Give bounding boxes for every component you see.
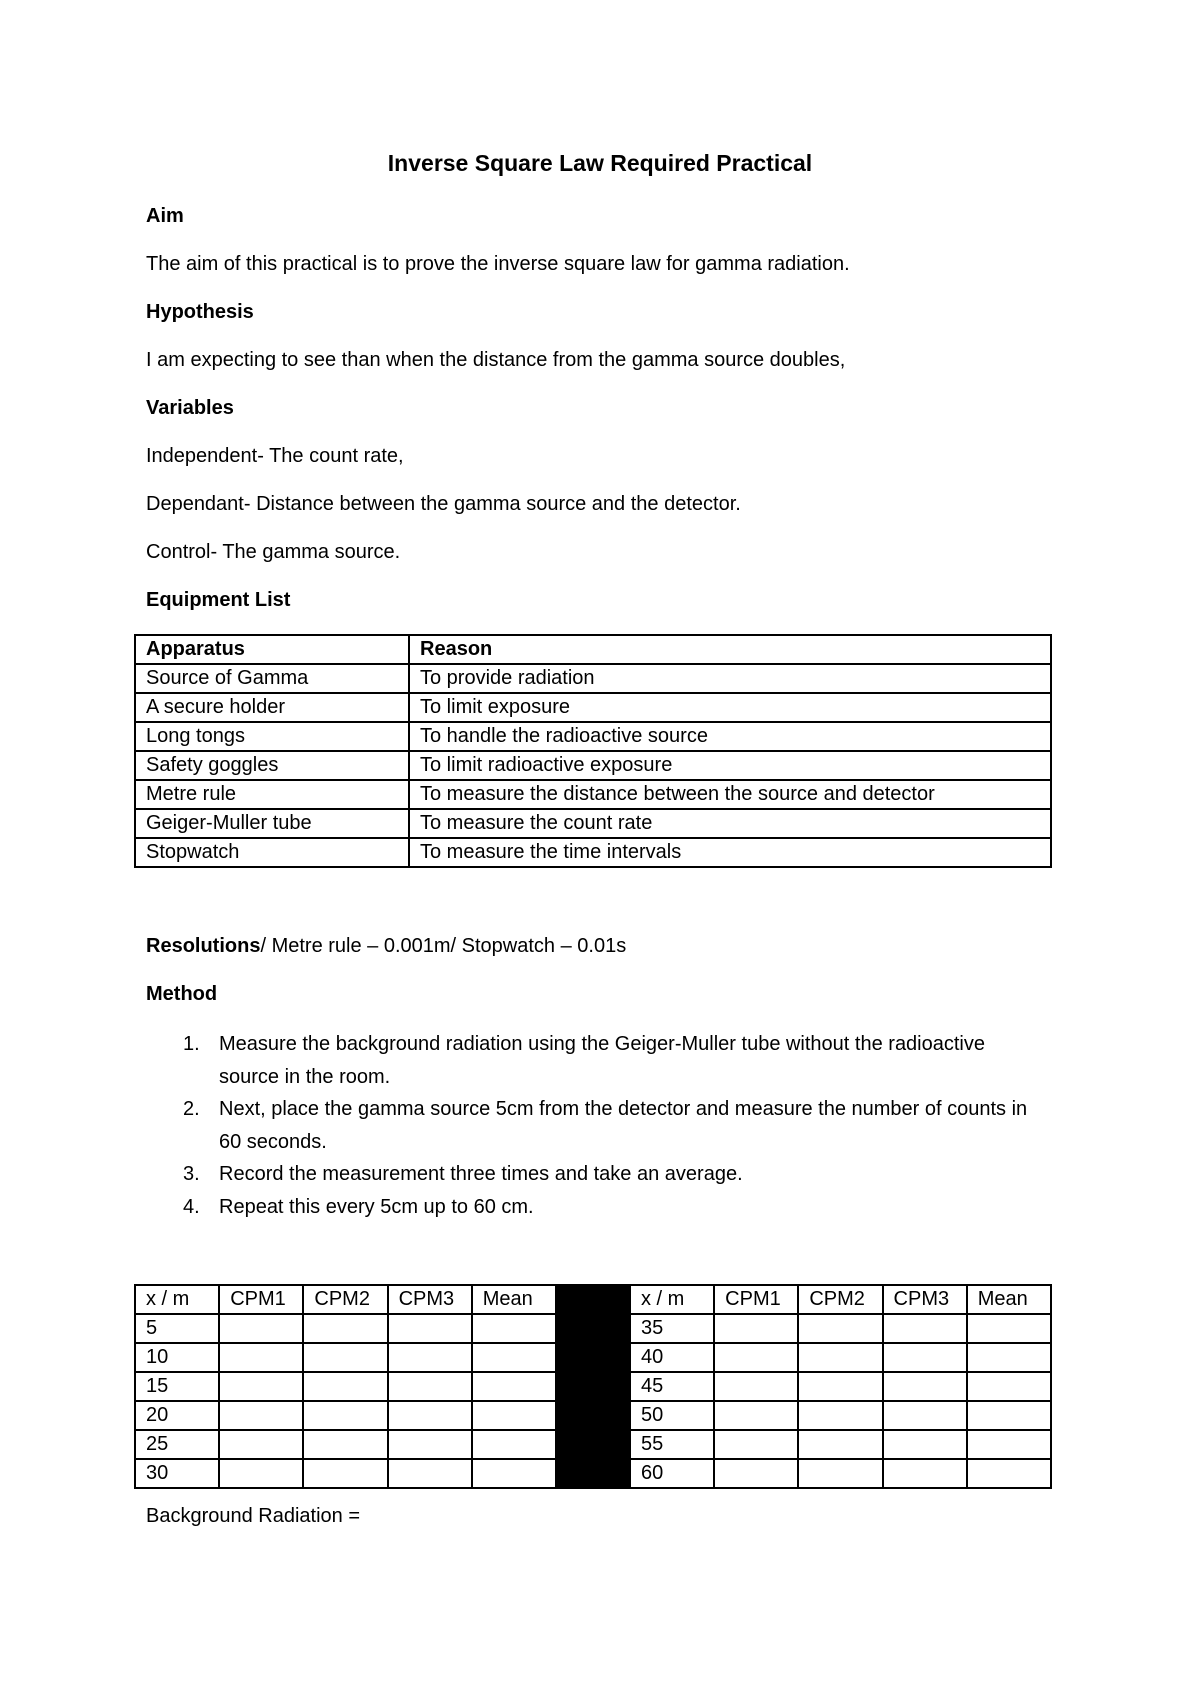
results-table	[134, 1284, 1052, 1489]
mean-cell	[967, 1401, 1051, 1430]
reason-cell: To measure the time intervals	[409, 838, 1051, 867]
cpm-cell	[219, 1459, 303, 1488]
table-row	[135, 809, 1051, 838]
cpm-cell	[798, 1314, 882, 1343]
cpm-cell	[388, 1430, 472, 1459]
cpm-cell	[798, 1343, 882, 1372]
cpm-cell	[714, 1372, 798, 1401]
method-step: 3. Record the measurement three times and take an average.	[183, 1163, 743, 1185]
mean-header: Mean	[472, 1285, 556, 1314]
x-cell: 50	[630, 1401, 714, 1430]
equipment-table	[134, 634, 1052, 868]
method-step-text: Next, place the gamma source 5cm from the detector and measure the number of counts in 60 seconds.	[219, 1098, 1028, 1153]
table-header-row	[135, 1285, 1051, 1314]
apparatus-cell: A secure holder	[135, 693, 409, 722]
control-variable: Control- The gamma source.	[146, 541, 401, 563]
apparatus-cell: Geiger-Muller tube	[135, 809, 409, 838]
aim-heading: Aim	[146, 205, 184, 227]
cpm-cell	[388, 1401, 472, 1430]
table-row	[135, 780, 1051, 809]
apparatus-cell: Metre rule	[135, 780, 409, 809]
table-header-row	[135, 635, 1051, 664]
x-cell: 25	[135, 1430, 219, 1459]
x-header: x / m	[630, 1285, 714, 1314]
cpm3-header: CPM3	[883, 1285, 967, 1314]
cpm-cell	[388, 1372, 472, 1401]
mean-cell	[472, 1430, 556, 1459]
x-cell: 40	[630, 1343, 714, 1372]
reason-cell: To provide radiation	[409, 664, 1051, 693]
page-title: Inverse Square Law Required Practical	[387, 150, 813, 176]
cpm1-header: CPM1	[714, 1285, 798, 1314]
cpm-cell	[883, 1459, 967, 1488]
cpm-cell	[714, 1343, 798, 1372]
cpm-cell	[798, 1372, 882, 1401]
x-cell: 30	[135, 1459, 219, 1488]
cpm-cell	[219, 1401, 303, 1430]
x-header: x / m	[135, 1285, 219, 1314]
mean-cell	[472, 1343, 556, 1372]
aim-text: The aim of this practical is to prove the inverse square law for gamma radiation.	[146, 253, 850, 275]
table-row	[135, 664, 1051, 693]
apparatus-cell: Safety goggles	[135, 751, 409, 780]
x-cell: 55	[630, 1430, 714, 1459]
cpm-cell	[714, 1430, 798, 1459]
cpm-cell	[303, 1430, 387, 1459]
reason-cell: To handle the radioactive source	[409, 722, 1051, 751]
mean-cell	[967, 1459, 1051, 1488]
x-cell: 60	[630, 1459, 714, 1488]
reason-cell: To limit exposure	[409, 693, 1051, 722]
cpm-cell	[388, 1314, 472, 1343]
cpm-cell	[303, 1314, 387, 1343]
cpm-cell	[798, 1430, 882, 1459]
apparatus-cell: Long tongs	[135, 722, 409, 751]
mean-cell	[967, 1314, 1051, 1343]
x-cell: 45	[630, 1372, 714, 1401]
method-step: 4. Repeat this every 5cm up to 60 cm.	[183, 1195, 534, 1218]
hypothesis-text: I am expecting to see than when the distance from the gamma source doubles,	[146, 349, 846, 371]
method-steps	[146, 1028, 1046, 1223]
cpm-cell	[798, 1459, 882, 1488]
cpm-cell	[883, 1314, 967, 1343]
cpm-cell	[219, 1430, 303, 1459]
cpm-cell	[883, 1401, 967, 1430]
table-row	[135, 693, 1051, 722]
cpm1-header: CPM1	[219, 1285, 303, 1314]
resolutions-label: Resolutions	[146, 935, 261, 957]
method-step-text: Measure the background radiation using the Geiger-Muller tube without the radioactive source in the room.	[219, 1033, 985, 1088]
variables-heading: Variables	[146, 397, 234, 419]
cpm-cell	[303, 1459, 387, 1488]
cpm-cell	[883, 1343, 967, 1372]
background-radiation-label: Background Radiation =	[146, 1505, 361, 1527]
cpm3-header: CPM3	[388, 1285, 472, 1314]
apparatus-cell: Source of Gamma	[135, 664, 409, 693]
apparatus-header: Apparatus	[135, 635, 409, 664]
apparatus-cell: Stopwatch	[135, 838, 409, 867]
cpm-cell	[883, 1372, 967, 1401]
mean-header: Mean	[967, 1285, 1051, 1314]
table-row	[135, 751, 1051, 780]
equipment-heading: Equipment List	[146, 589, 291, 611]
cpm-cell	[219, 1343, 303, 1372]
x-cell: 15	[135, 1372, 219, 1401]
table-row	[135, 722, 1051, 751]
table-separator-block	[556, 1285, 630, 1488]
mean-cell	[967, 1343, 1051, 1372]
cpm-cell	[219, 1372, 303, 1401]
method-step-text: Repeat this every 5cm up to 60 cm.	[219, 1195, 534, 1218]
x-cell: 10	[135, 1343, 219, 1372]
resolutions-line	[146, 934, 626, 958]
reason-header: Reason	[409, 635, 1051, 664]
reason-cell: To measure the count rate	[409, 809, 1051, 838]
mean-cell	[472, 1372, 556, 1401]
cpm-cell	[388, 1459, 472, 1488]
x-cell: 20	[135, 1401, 219, 1430]
reason-cell: To limit radioactive exposure	[409, 751, 1051, 780]
method-step: 2. Next, place the gamma source 5cm from the detector and measure the number of counts in 60 seconds.	[183, 1098, 1028, 1153]
cpm-cell	[883, 1430, 967, 1459]
cpm2-header: CPM2	[303, 1285, 387, 1314]
method-step: 1. Measure the background radiation using the Geiger-Muller tube without the radioactive source in the room.	[183, 1033, 985, 1088]
cpm2-header: CPM2	[798, 1285, 882, 1314]
cpm-cell	[303, 1401, 387, 1430]
cpm-cell	[303, 1372, 387, 1401]
independent-variable: Independent- The count rate,	[146, 445, 404, 467]
method-step-text: Record the measurement three times and take an average.	[219, 1163, 743, 1185]
reason-cell: To measure the distance between the source and detector	[409, 780, 1051, 809]
mean-cell	[472, 1459, 556, 1488]
cpm-cell	[388, 1343, 472, 1372]
cpm-cell	[219, 1314, 303, 1343]
cpm-cell	[714, 1401, 798, 1430]
resolutions-text: / Metre rule – 0.001m/ Stopwatch – 0.01s	[260, 935, 627, 957]
x-cell: 5	[135, 1314, 219, 1343]
x-cell: 35	[630, 1314, 714, 1343]
mean-cell	[472, 1314, 556, 1343]
cpm-cell	[798, 1401, 882, 1430]
cpm-cell	[303, 1343, 387, 1372]
table-row	[135, 838, 1051, 867]
hypothesis-heading: Hypothesis	[146, 301, 254, 323]
cpm-cell	[714, 1459, 798, 1488]
mean-cell	[967, 1372, 1051, 1401]
mean-cell	[967, 1430, 1051, 1459]
method-heading: Method	[146, 983, 218, 1005]
mean-cell	[472, 1401, 556, 1430]
dependent-variable: Dependant- Distance between the gamma source and the detector.	[146, 493, 741, 515]
cpm-cell	[714, 1314, 798, 1343]
